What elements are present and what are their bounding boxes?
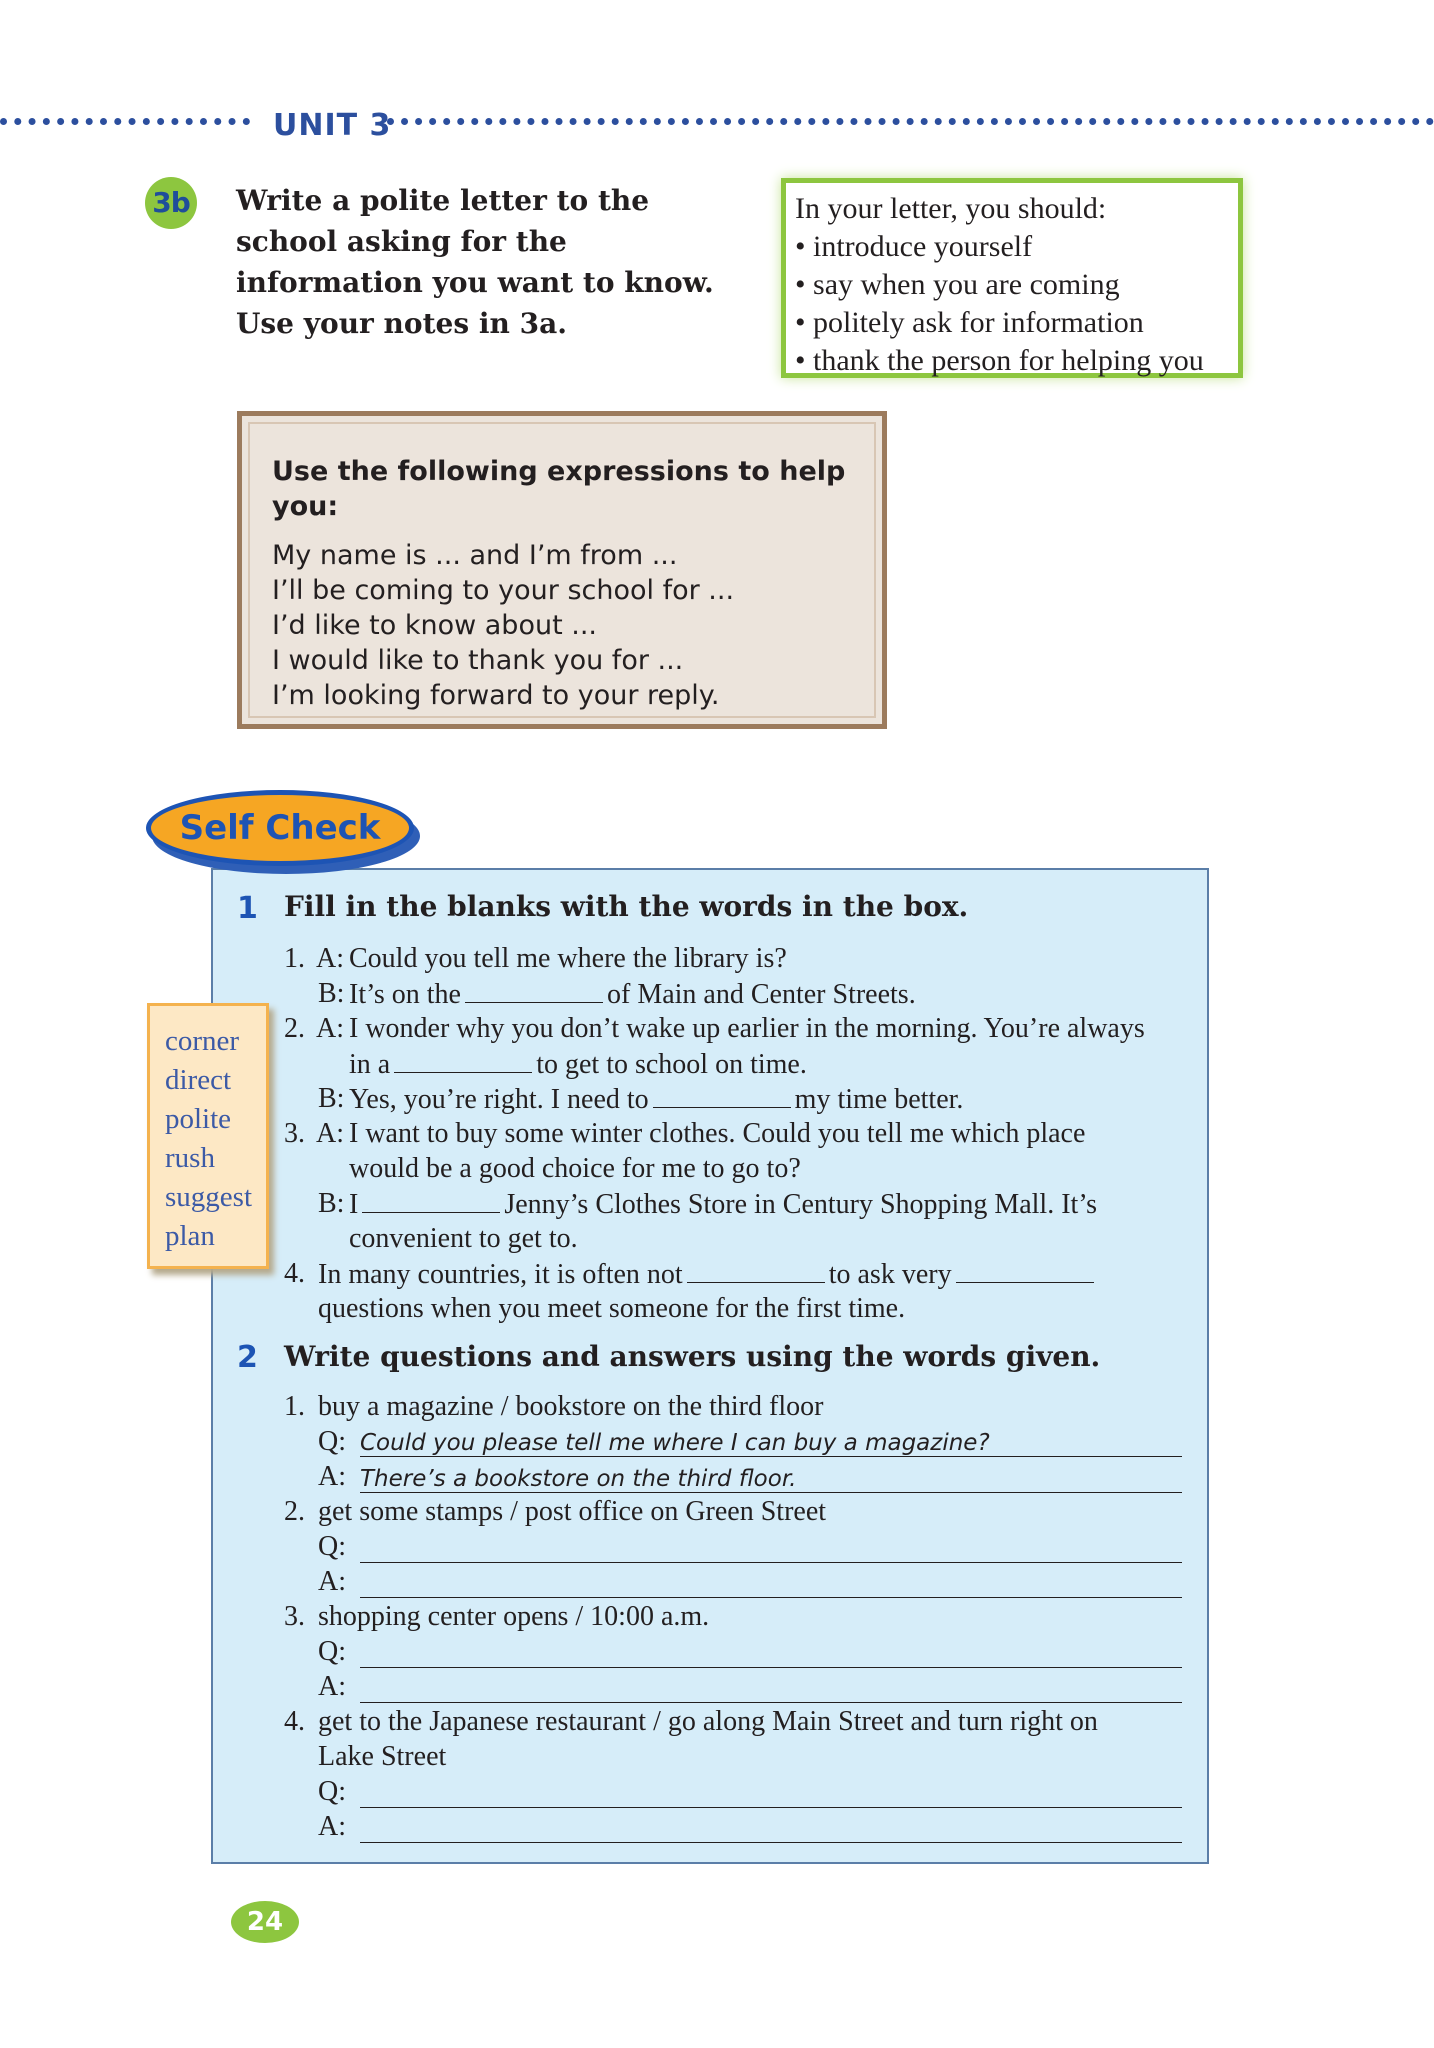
q2-a2-line xyxy=(349,1046,807,1082)
q3-b-pre: I xyxy=(349,1189,359,1220)
q3-number: 3. xyxy=(284,1118,305,1149)
answer-line-q[interactable] xyxy=(360,1532,1182,1563)
answer-line-a[interactable] xyxy=(360,1567,1182,1598)
answer-line-a[interactable] xyxy=(360,1812,1182,1843)
a-label: A: xyxy=(318,1461,346,1492)
s2-item-number: 1. xyxy=(284,1391,305,1422)
expressions-title: Use the following expressions to help you: xyxy=(272,456,846,522)
q2-b-pre: Yes, you’re right. I need to xyxy=(349,1084,649,1115)
blank-field[interactable] xyxy=(653,1081,791,1108)
word-box xyxy=(147,1003,269,1269)
blank-field[interactable] xyxy=(465,976,603,1003)
answer-line-q[interactable] xyxy=(360,1426,1182,1457)
word-list xyxy=(165,1022,266,1256)
a-label: A: xyxy=(318,1671,346,1702)
q-label: Q: xyxy=(318,1426,346,1457)
tip-item: • politely ask for information xyxy=(795,304,1238,342)
s2-item-prompt: shopping center opens / 10:00 a.m. xyxy=(318,1601,710,1632)
blank-field[interactable] xyxy=(687,1256,825,1283)
q2-a2-pre: in a xyxy=(349,1049,391,1080)
q4-line-2: questions when you meet someone for the first time. xyxy=(318,1293,906,1324)
letter-tips-heading: In your letter, you should: xyxy=(795,192,1107,225)
section-2-number: 2 xyxy=(237,1340,258,1375)
header-dots-right xyxy=(387,118,1434,141)
q3-b-line xyxy=(349,1186,1097,1222)
letter-tips-list xyxy=(795,228,1238,380)
q4-pre: In many countries, it is often not xyxy=(318,1259,683,1290)
task-badge-3b: 3b xyxy=(145,177,197,229)
blank-field[interactable] xyxy=(394,1046,532,1073)
q3-b2-text: convenient to get to. xyxy=(349,1223,578,1254)
s2-item-number: 4. xyxy=(284,1706,305,1737)
blank-field[interactable] xyxy=(956,1256,1094,1283)
q2-b-post: my time better. xyxy=(794,1084,964,1115)
q1-b-line xyxy=(349,976,916,1012)
answer-line-q[interactable] xyxy=(360,1777,1182,1808)
q2-number: 2. xyxy=(284,1013,305,1044)
q3-a-text: I want to buy some winter clothes. Could you tell me which place xyxy=(349,1118,1086,1149)
word-item: suggest xyxy=(165,1181,252,1213)
page-number: 24 xyxy=(231,1901,299,1943)
q-label: Q: xyxy=(318,1776,346,1807)
s2-item-number: 3. xyxy=(284,1601,305,1632)
s2-item-number: 2. xyxy=(284,1496,305,1527)
expressions-inner xyxy=(248,422,876,718)
word-item: direct xyxy=(165,1064,232,1096)
task-3b-instruction: Write a polite letter to the school asking for the information you want to know. Use your notes in 3a. xyxy=(236,184,714,340)
expression-line: I’d like to know about ... xyxy=(272,610,597,641)
q3-a2-text: would be a good choice for me to go to? xyxy=(349,1153,801,1184)
word-item: rush xyxy=(165,1142,215,1174)
word-item: corner xyxy=(165,1025,240,1057)
s2-item-prompt-cont: Lake Street xyxy=(318,1741,447,1772)
q3-b-label: B: xyxy=(318,1188,345,1219)
letter-tips-box xyxy=(781,178,1243,378)
s2-item-prompt: buy a magazine / bookstore on the third floor xyxy=(318,1391,824,1422)
sample-answer: There’s a bookstore on the third floor. xyxy=(360,1466,797,1492)
q1-a-label: A: xyxy=(316,943,344,974)
expression-line: My name is ... and I’m from ... xyxy=(272,540,678,571)
s2-item-prompt: get to the Japanese restaurant / go along Main Street and turn right on xyxy=(318,1706,1098,1737)
q2-a-label: A: xyxy=(316,1013,344,1044)
answer-line-q[interactable] xyxy=(360,1637,1182,1668)
sample-question: Could you please tell me where I can buy a magazine? xyxy=(360,1430,990,1456)
answer-line-a[interactable] xyxy=(360,1672,1182,1703)
a-label: A: xyxy=(318,1566,346,1597)
unit-title: UNIT 3 xyxy=(273,108,392,143)
q1-b-pre: It’s on the xyxy=(349,979,461,1010)
a-label: A: xyxy=(318,1811,346,1842)
q4-number: 4. xyxy=(284,1258,305,1289)
q2-a-text: I wonder why you don’t wake up earlier in the morning. You’re always xyxy=(349,1013,1145,1044)
q1-a-text: Could you tell me where the library is? xyxy=(349,943,787,974)
word-item: plan xyxy=(165,1220,215,1252)
q3-a-label: A: xyxy=(316,1118,344,1149)
section-1-number: 1 xyxy=(237,891,258,926)
tip-item: • thank the person for helping you xyxy=(795,342,1238,380)
self-check-tab: Self Check xyxy=(146,790,414,866)
word-item: polite xyxy=(165,1103,232,1135)
tip-item: • say when you are coming xyxy=(795,266,1238,304)
expressions-box xyxy=(237,411,887,729)
s2-item-prompt: get some stamps / post office on Green Street xyxy=(318,1496,827,1527)
answer-line-a[interactable] xyxy=(360,1462,1182,1493)
q3-b-post: Jenny’s Clothes Store in Century Shopping Mall. It’s xyxy=(504,1189,1097,1220)
q2-b-label: B: xyxy=(318,1083,345,1114)
q-label: Q: xyxy=(318,1636,346,1667)
header-dots-left xyxy=(0,118,250,141)
q1-b-label: B: xyxy=(318,978,345,1009)
expression-line: I’ll be coming to your school for ... xyxy=(272,575,735,606)
expression-line: I would like to thank you for ... xyxy=(272,645,684,676)
q2-b-line xyxy=(349,1081,963,1117)
section-1-title: Fill in the blanks with the words in the box. xyxy=(284,890,969,923)
section-2-title: Write questions and answers using the words given. xyxy=(284,1340,1101,1373)
blank-field[interactable] xyxy=(362,1186,500,1213)
q4-line xyxy=(318,1256,1098,1292)
q1-b-post: of Main and Center Streets. xyxy=(607,979,916,1010)
q2-a2-post: to get to school on time. xyxy=(536,1049,807,1080)
q1-number: 1. xyxy=(284,943,305,974)
tip-item: • introduce yourself xyxy=(795,228,1238,266)
expression-line: I’m looking forward to your reply. xyxy=(272,680,720,711)
q-label: Q: xyxy=(318,1531,346,1562)
q4-mid: to ask very xyxy=(828,1259,952,1290)
